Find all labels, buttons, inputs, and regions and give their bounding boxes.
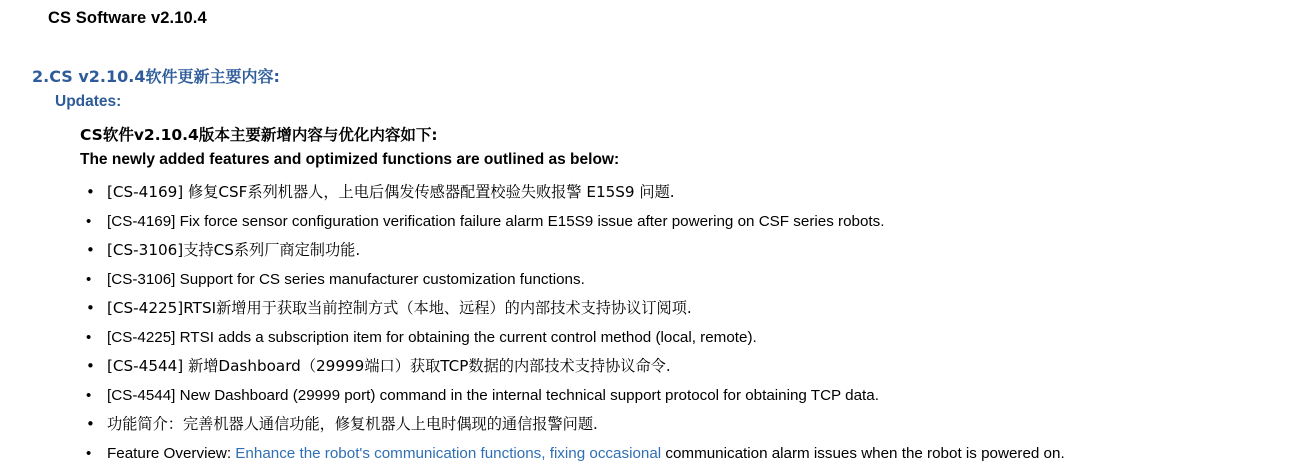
lead-paragraph-chinese: CS软件v2.10.4版本主要新增内容与优化内容如下:	[80, 126, 438, 144]
list-item-text: [CS-4225] RTSI adds a subscription item for obtaining the current control method (local, remote).	[107, 329, 757, 346]
list-item-text: [CS-4544] New Dashboard (29999 port) command in the internal technical support protocol for obtaining TCP data.	[107, 387, 879, 404]
list-item	[80, 352, 1280, 381]
list-item	[80, 381, 1280, 410]
section-heading: 2.CS v2.10.4软件更新主要内容:	[32, 67, 280, 86]
list-item	[80, 323, 1280, 352]
list-item-prefix: Feature Overview:	[107, 445, 236, 462]
list-item	[80, 265, 1280, 294]
list-item-text: [CS-4225]RTSI新增用于获取当前控制方式（本地、远程）的内部技术支持协议订阅项.	[107, 299, 692, 317]
changelog-list	[80, 178, 1280, 468]
list-item	[80, 178, 1280, 207]
list-item	[80, 294, 1280, 323]
list-item	[80, 207, 1280, 236]
list-item-text: [CS-3106] Support for CS series manufacturer customization functions.	[107, 271, 585, 288]
list-item	[80, 410, 1280, 439]
list-item-text: [CS-4169] 修复CSF系列机器人，上电后偶发传感器配置校验失败报警 E15S9 问题.	[107, 183, 675, 201]
updates-sub-heading: Updates:	[55, 93, 122, 110]
list-item-text: [CS-4169] Fix force sensor configuration verification failure alarm E15S9 issue after powering on CSF series robots.	[107, 213, 885, 230]
list-item	[80, 236, 1280, 265]
list-item-text: 功能简介：完善机器人通信功能，修复机器人上电时偶现的通信报警问题.	[107, 415, 598, 433]
list-item-text: [CS-3106]支持CS系列厂商定制功能.	[107, 241, 361, 259]
list-item	[80, 439, 1280, 468]
page-title: CS Software v2.10.4	[48, 9, 207, 27]
list-item-highlight: Enhance the robot's communication functions, fixing occasional	[235, 445, 662, 462]
lead-paragraph-english: The newly added features and optimized functions are outlined as below:	[80, 151, 620, 168]
list-item-text: [CS-4544] 新增Dashboard（29999端口）获取TCP数据的内部技术支持协议命令.	[107, 357, 671, 375]
list-item-suffix: communication alarm issues when the robot is powered on.	[661, 445, 1065, 462]
